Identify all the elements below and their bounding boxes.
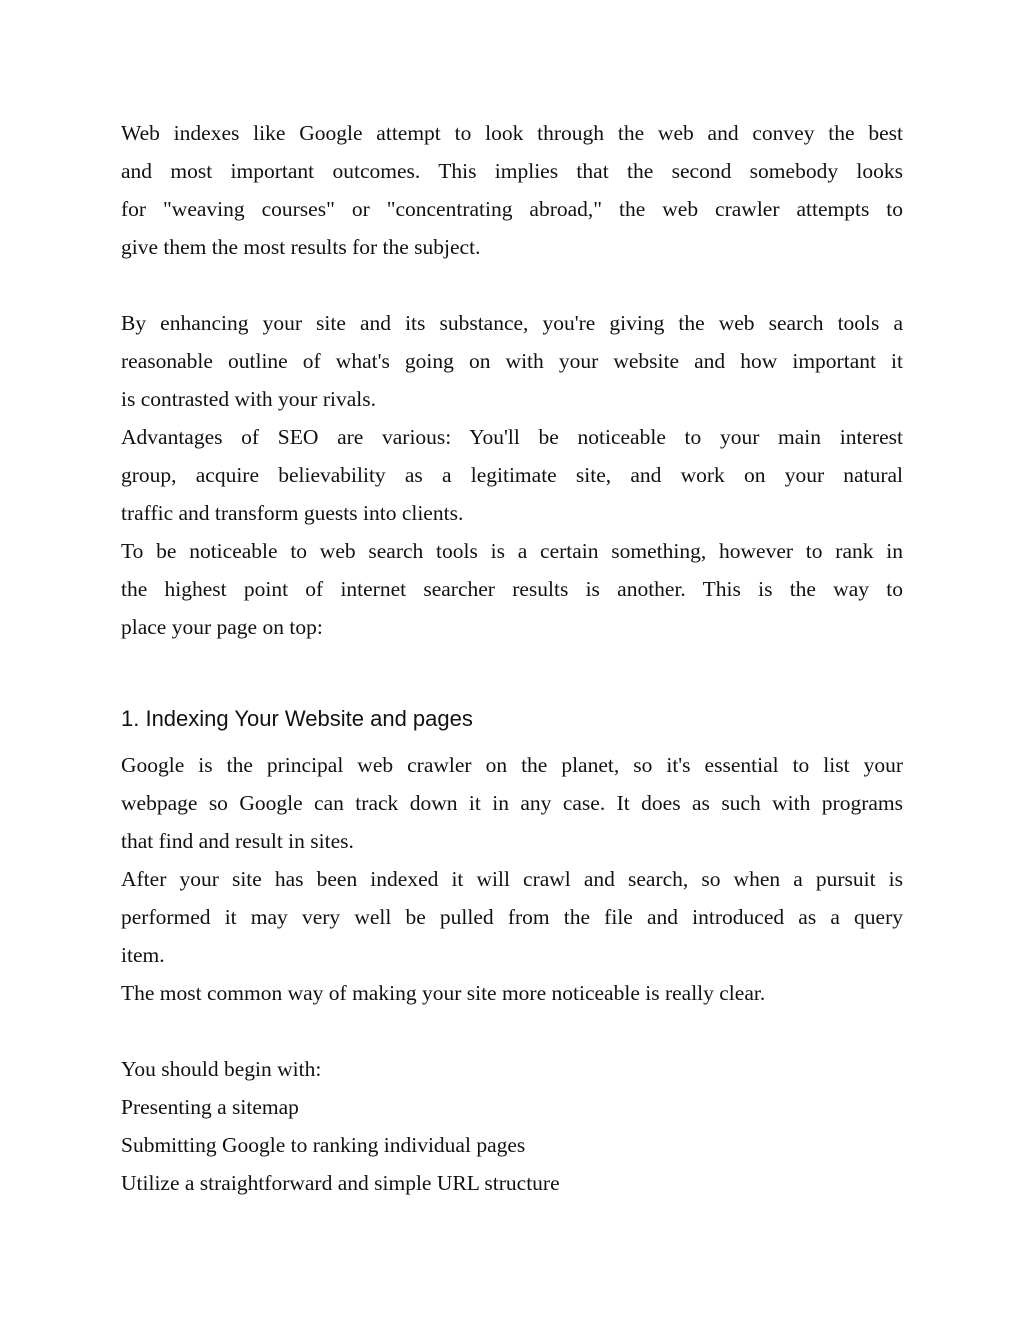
paragraph-after [121,860,903,974]
list-intro: You should begin with: [121,1057,322,1081]
text-line: place your page on top: [121,615,323,639]
text-line: that find and result in sites. [121,829,354,853]
paragraph-google [121,746,903,860]
text-line: Google is the principal web crawler on the planet, so it's essential to list your [121,753,903,777]
text-line: is contrasted with your rivals. [121,387,376,411]
text-line: reasonable outline of what's going on with your website and how important it [121,349,903,373]
text-line: Web indexes like Google attempt to look through the web and convey the best [121,121,903,145]
text-line: the highest point of internet searcher results is another. This is the way to [121,577,903,601]
text-line: group, acquire believability as a legitimate site, and work on your natural [121,463,903,487]
paragraph-intro [121,114,903,266]
paragraph-advantages [121,418,903,532]
list-item: Utilize a straightforward and simple URL structure [121,1171,560,1195]
text-line: and most important outcomes. This implies that the second somebody looks [121,159,903,183]
paragraph-common [121,974,903,1012]
list-item: Submitting Google to ranking individual pages [121,1133,526,1157]
text-line: By enhancing your site and its substance, you're giving the web search tools a [121,311,903,335]
paragraph-spacer [121,266,903,304]
text-line: After your site has been indexed it will crawl and search, so when a pursuit is [121,867,903,891]
text-line: performed it may very well be pulled from the file and introduced as a query [121,905,903,929]
document-page [121,114,903,1202]
text-line: traffic and transform guests into clients. [121,501,464,525]
paragraph-rank [121,532,903,646]
steps-list [121,1088,903,1202]
text-line: To be noticeable to web search tools is a certain something, however to rank in [121,539,903,563]
text-line: for "weaving courses" or "concentrating abroad," the web crawler attempts to [121,197,903,221]
text-line: item. [121,943,165,967]
section-spacer [121,646,903,704]
paragraph-enhancing [121,304,903,418]
text-line: give them the most results for the subject. [121,235,481,259]
text-line: webpage so Google can track down it in any case. It does as such with programs [121,791,903,815]
text-line: The most common way of making your site more noticeable is really clear. [121,981,766,1005]
paragraph-spacer [121,1012,903,1050]
section-heading: 1. Indexing Your Website and pages [121,706,473,731]
list-item: Presenting a sitemap [121,1095,299,1119]
text-line: Advantages of SEO are various: You'll be noticeable to your main interest [121,425,903,449]
